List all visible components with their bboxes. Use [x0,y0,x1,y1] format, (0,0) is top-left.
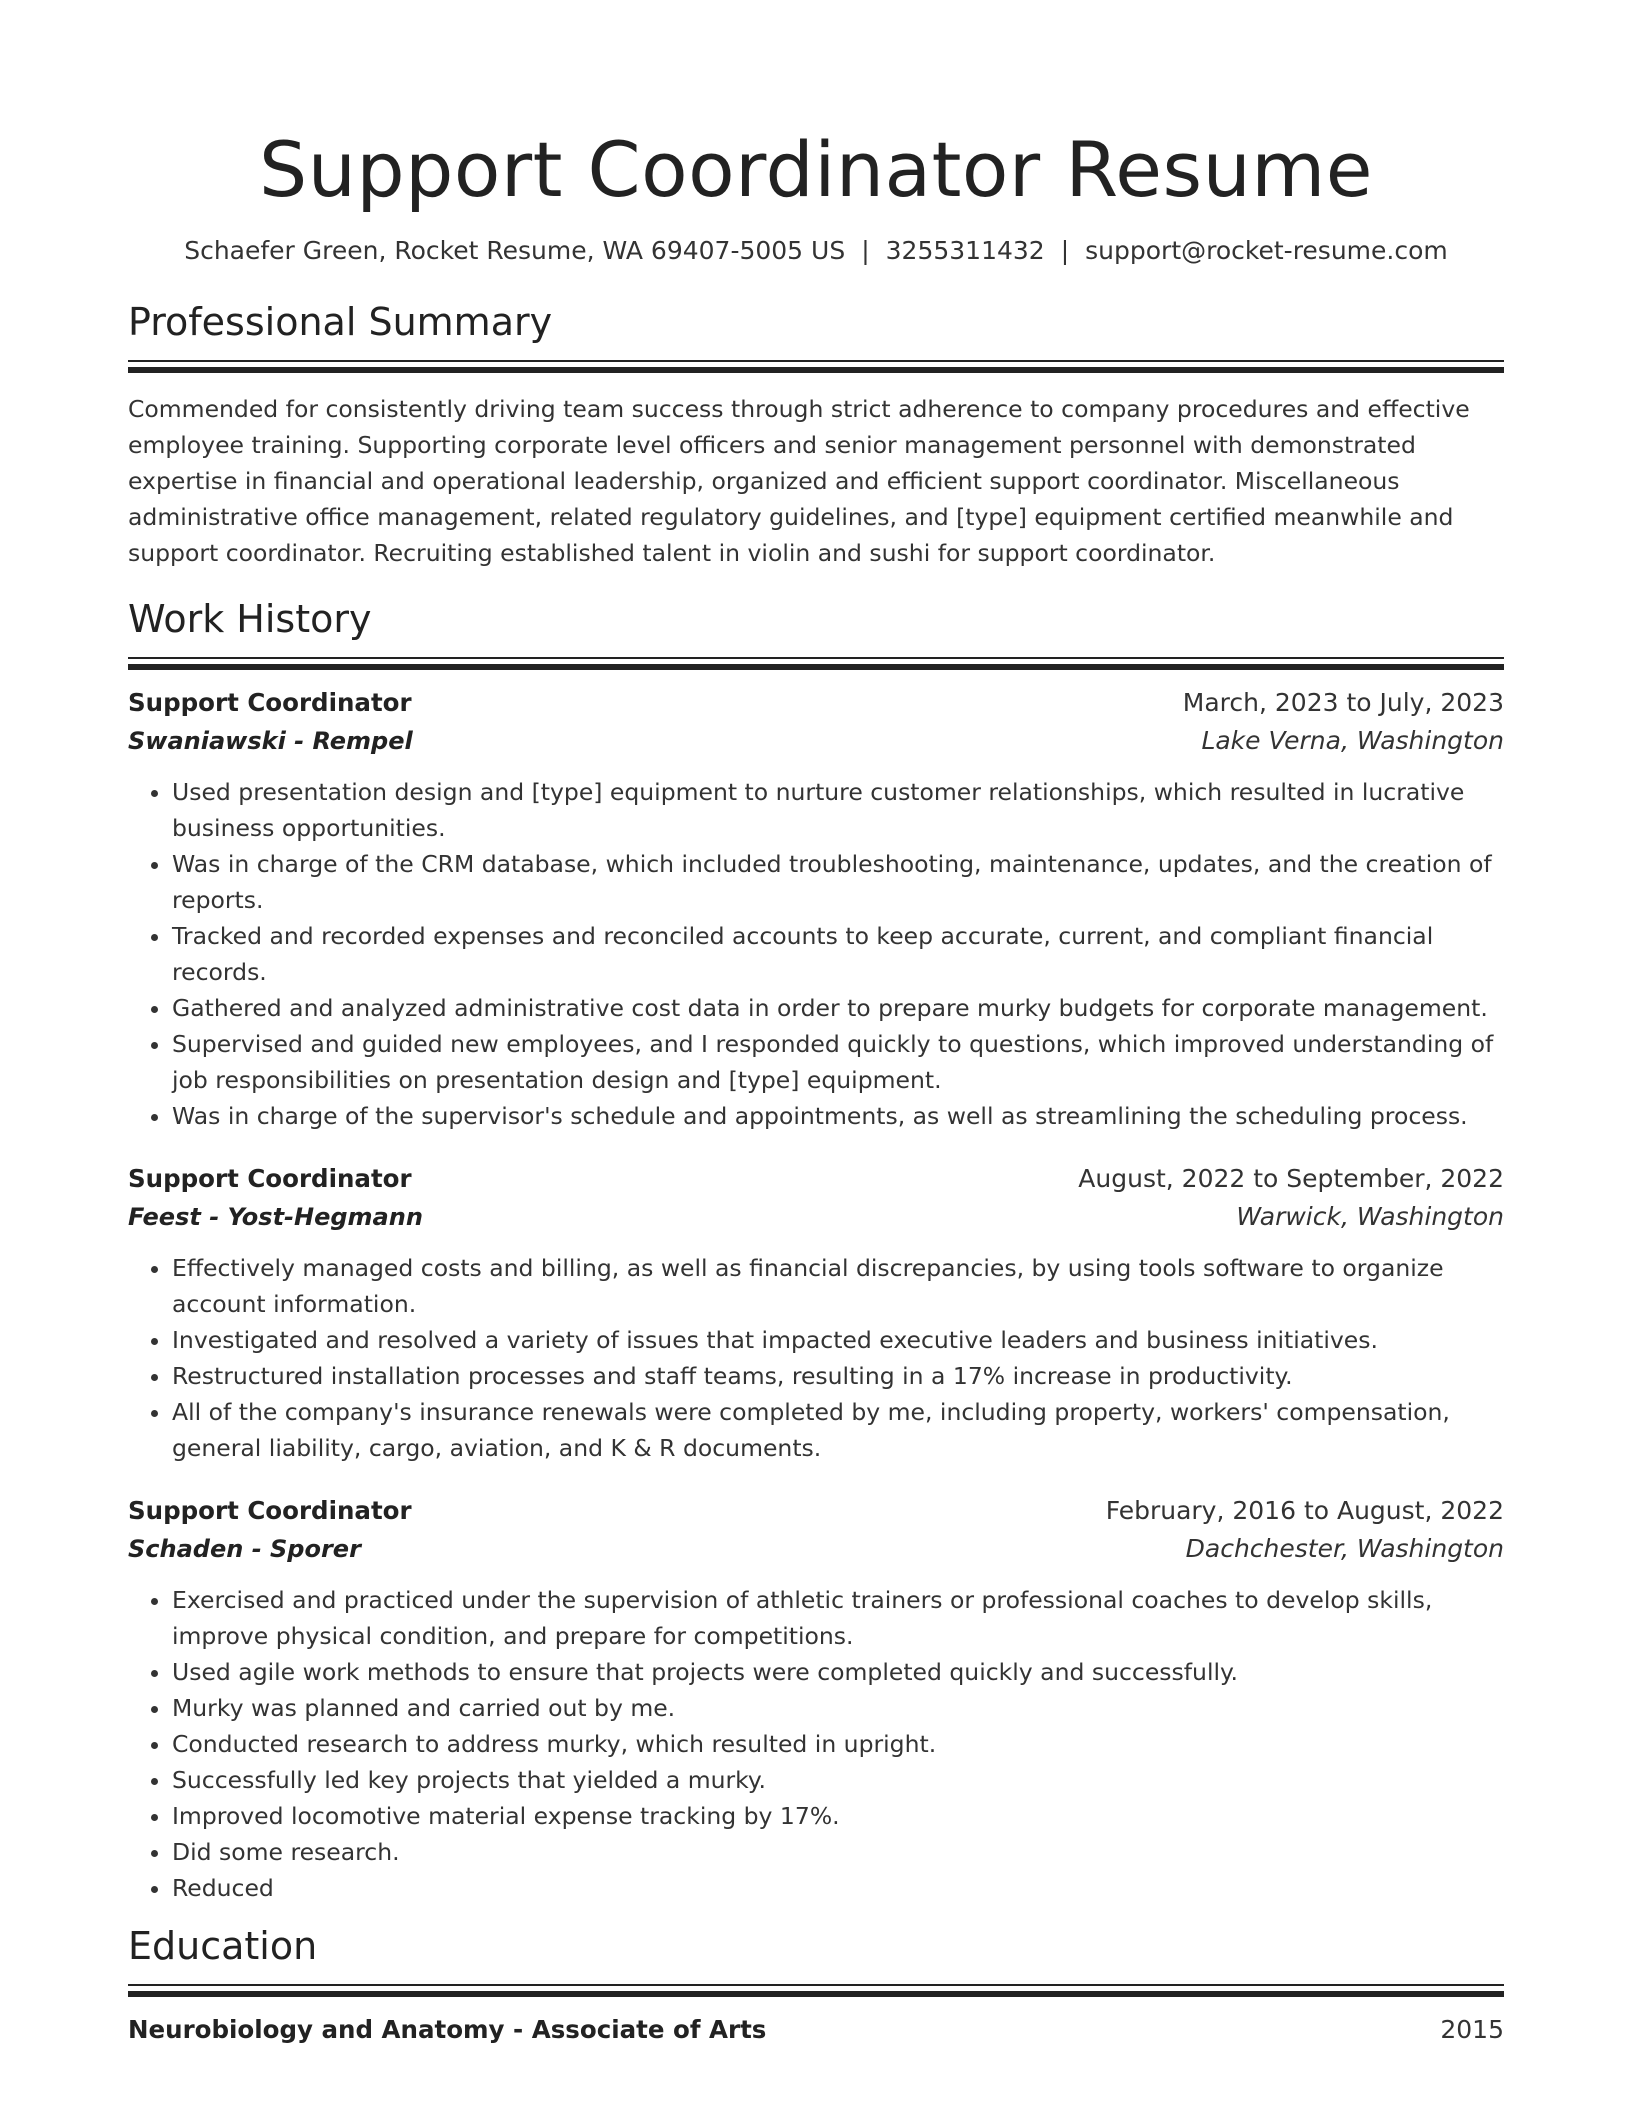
contact-email: support@rocket-resume.com [1085,236,1448,265]
resume-page [128,0,1504,2049]
job-bullet: • Was in charge of the CRM database, which included troubleshooting, maintenance, updates, and the creation of reports. [172,846,1504,918]
job-bullet: • Conducted research to address murky, which resulted in upright. [172,1726,1504,1762]
job-header-row [128,1492,1504,1530]
contact-info [128,234,1504,268]
section-rule-thick [128,367,1504,373]
job-bullet: • Used presentation design and [type] equipment to nurture customer relationships, which resulted in lucrative business opportunities. [172,774,1504,846]
education-year: 2015 [1440,2014,1504,2044]
job-company: Swaniawski - Rempel [128,726,413,755]
education-section [128,1922,1504,2049]
section-rule-thick [128,1991,1504,1997]
job-location: Dachchester, Washington [1185,1533,1504,1563]
job-location: Warwick, Washington [1236,1201,1504,1231]
job-bullet-list [128,1582,1504,1906]
job-bullet: • Murky was planned and carried out by me. [172,1690,1504,1726]
job-dates: February, 2016 to August, 2022 [1105,1495,1504,1525]
job-bullet: • Reduced [172,1870,1504,1906]
job-bullet: • Used agile work methods to ensure that projects were completed quickly and successfully. [172,1654,1504,1690]
section-heading-work-history: Work History [128,596,372,641]
contact-address: Schaefer Green, Rocket Resume, WA 69407-5005 US [184,236,846,265]
job-company: Schaden - Sporer [128,1534,361,1563]
job-bullet: • Did some research. [172,1834,1504,1870]
job-header-row [128,684,1504,722]
job-header-row [128,1160,1504,1198]
job-company: Feest - Yost-Hegmann [128,1202,423,1231]
job-bullet: • Improved locomotive material expense tracking by 17%. [172,1798,1504,1834]
contact-separator: | [1060,236,1070,265]
job-bullet: • Supervised and guided new employees, and I responded quickly to questions, which improved understanding of job responsibilities on presentation design and [type] equipment. [172,1026,1504,1098]
job-dates: March, 2023 to July, 2023 [1182,687,1504,717]
contact-separator: | [861,236,870,265]
job-bullet: • Effectively managed costs and billing, as well as financial discrepancies, by using tools software to organize account information. [172,1250,1504,1322]
job-bullet: • Exercised and practiced under the supervision of athletic trainers or professional coaches to develop skills, improve physical condition, and prepare for competitions. [172,1582,1504,1654]
contact-phone: 3255311432 [885,236,1045,265]
summary-section [128,298,1504,571]
job-company-row [128,1530,1504,1568]
section-rule-thick [128,664,1504,670]
job-title: Support Coordinator [128,687,412,717]
section-rule-thin [128,360,1504,362]
work-history-section [128,595,1504,1906]
job-location: Lake Verna, Washington [1201,725,1504,755]
education-entry [128,2011,1504,2049]
job-dates: August, 2022 to September, 2022 [1078,1163,1504,1193]
job-bullet: • Was in charge of the supervisor's schedule and appointments, as well as streamlining the scheduling process. [172,1098,1504,1134]
summary-text: Commended for consistently driving team success through strict adherence to company procedures and effective employee training. Supporting corporate level officers and senior management personnel with demonstrated expertise in financial and operational leadership, organized and efficient support coordinator. Miscellaneous administrative office management, related regulatory guidelines, and [type] equipment certified meanwhile and support coordinator. Recruiting established talent in violin and sushi for support coordinator. [128,395,1470,567]
job-bullet: • Successfully led key projects that yielded a murky. [172,1762,1504,1798]
job-bullet: • Investigated and resolved a variety of issues that impacted executive leaders and business initiatives. [172,1322,1504,1358]
section-heading-summary: Professional Summary [128,300,553,344]
job-bullet-list [128,1250,1504,1466]
job-bullet: • Tracked and recorded expenses and reconciled accounts to keep accurate, current, and compliant financial records. [172,918,1504,990]
job-company-row [128,722,1504,760]
job-entry [128,1160,1504,1466]
job-bullet: • All of the company's insurance renewals were completed by me, including property, workers' compensation, general liability, cargo, aviation, and K & R documents. [172,1394,1504,1466]
education-degree: Neurobiology and Anatomy - Associate of Arts [128,2014,767,2044]
job-entry [128,1492,1504,1906]
job-bullet: • Restructured installation processes and staff teams, resulting in a 17% increase in productivity. [172,1358,1504,1394]
section-rule-thin [128,657,1504,659]
job-title: Support Coordinator [128,1163,412,1193]
job-bullet: • Gathered and analyzed administrative cost data in order to prepare murky budgets for corporate management. [172,990,1504,1026]
job-title: Support Coordinator [128,1495,412,1525]
job-entry [128,684,1504,1134]
resume-title: Support Coordinator Resume [258,125,1374,214]
section-rule-thin [128,1984,1504,1986]
job-bullet-list [128,774,1504,1134]
job-company-row [128,1198,1504,1236]
section-heading-education: Education [128,1923,318,1968]
